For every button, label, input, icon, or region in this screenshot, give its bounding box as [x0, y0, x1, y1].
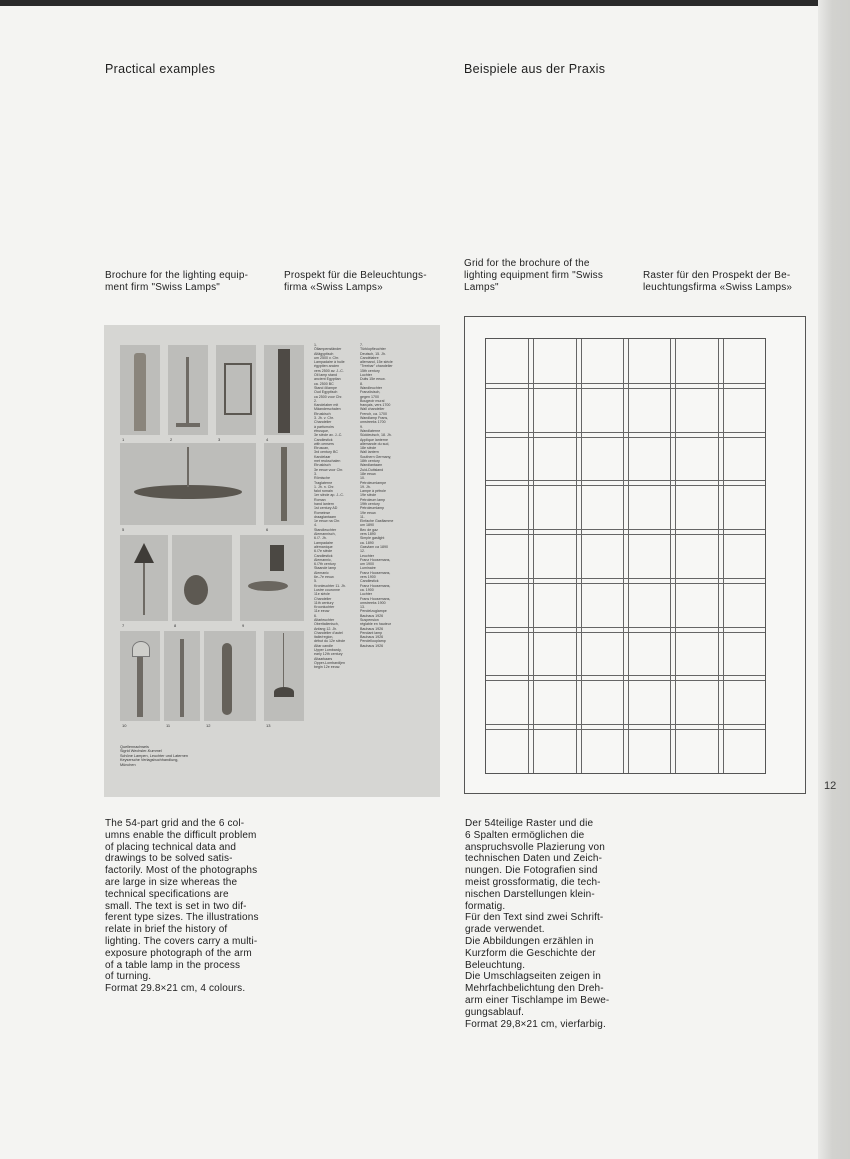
grid-column-line: [533, 339, 534, 773]
page-gutter-shadow: [818, 0, 850, 1159]
grid-row-line: [486, 729, 765, 730]
page-number: 12: [824, 780, 837, 792]
heading-german: Beispiele aus der Praxis: [464, 62, 606, 76]
brochure-spec-column-2: 7. Türklopfleuchter Deutsch, 15. Jh. Candélabre allemand, 15e siècle "Treebar" chandelier 15th century Luchter Duits 15e eeuw. 8. Wandleuchter Französisch, gegen 1700 Bougeoir mural français, vers 1700 Wall chandelier French, ca. 1700 Wandlamp Frans, omstreeks 1700 9. Wandlaterne Süddeutsch, 18. Jh. Applique lanterne allemande du sud, 18e siècle Wall lantern Southern Germany, 18th century Wandlantaarn Zuid-Duitsland 18e eeuw. 10. Petroleumlampe 19. Jh. Lampe à pétrole 19e siècle Petroleum lamp 19th century Petroleumlamp 19e eeuw. 11. Einfache Gasflamme um 1890 Bec de gaz vers 1890 Simple gaslight ca. 1890 Gasvlam ca 1890 12. Leuchter Franz Hoosemans, um 1900 Luminaire Franz Hoosemans, vers 1900 Candlestick Franz Hoosemans, ca. 1900 Luchter Frans Hoosemans, omstreeks 1900 13. Pendelzuglampe Bauhaus 1926 Suspension réglable en hauteur Bauhaus 1926 Pendant lamp Bauhaus 1926 Pendellooplamp Bauhaus 1926: [360, 343, 394, 648]
grid-row-line: [486, 388, 765, 389]
petroleum-lamp-photo-10: [120, 631, 160, 721]
photo-number: 3: [218, 437, 221, 442]
wall-lantern-photo-9: [240, 535, 304, 621]
grid-row-line: [486, 675, 765, 676]
photo-number: 9: [242, 623, 245, 628]
top-edge-band: [0, 0, 850, 6]
wall-chandelier-photo-8: [172, 535, 232, 621]
grid-row-line: [486, 437, 765, 438]
grid-row-line: [486, 583, 765, 584]
grid-column-line: [576, 339, 577, 773]
grid-row-line: [486, 432, 765, 433]
altar-candle-photo-6: [264, 443, 304, 525]
grid-column-line: [718, 339, 719, 773]
photo-number: 5: [122, 527, 125, 532]
grid-row-line: [486, 632, 765, 633]
lamp-photo-1: [120, 345, 160, 435]
brochure-spec-column-1: 1. Öllampenständer Altägyptisch um 2500 v. Chr. Lampadaire à huile égyptien ancien vers 2500 av. J.-C. Oil lamp stand ancient Egyptian ca. 2500 BC Stand öllampe Oud Egyptisch ca 2500 voor Chr. 2. Kandelaber mit Mäanderschalen Etruskisch 3. Jh. v. Chr. Chandelier à parfumoirs étrusque, 3e siècle av. J.-C. Candlestick with censers Etruscan, 3rd century BC Kandelaar met reukschalen Etruskisch 3e eeuw voor Chr. 3. Römische Traglaterne 1. Jh. n. Chr. falot romain 1er siècle ap. J.-C. Roman hand lantern 1st century AD Romeinse draaglantaarn 1e eeuw na Chr. 4. Standleuchter Alemannisch, 6./7. Jh. Lampadaire alémanique 6./7e siècle Candlestick Alemannic, 6./7th century Staande lamp Alemanic 6e–7e eeuw. 5. Kronleuchter 11. Jh. Lustre couronne 11e siècle Chandelier 11th century Kroonluchter 11e eeuw 6. Altarleuchter Oberitalienisch, Anfang 12. Jh. Chandelier d'autel italie/region, début du 12e siècle Altar candle Upper Lombardy, early 12th century Altaarkaars Opper-Lombardijen begin 12e eeuw.: [314, 343, 346, 670]
body-text-english: The 54-part grid and the 6 col- umns enable the difficult problem of placing technical data and drawings to be solved satis- factorily. Most of the photographs are large in size whereas the technical specifications are small. The text is set in two dif- ferent type sizes. The illustrations relate in brief the history of lighting. The covers carry a multi- exposure photograph of the arm of a table lamp in the process of turning. Format 29.8×21 cm, 4 colours.: [105, 818, 259, 995]
photo-number: 8: [174, 623, 177, 628]
grid-column-line: [675, 339, 676, 773]
photo-number: 1: [122, 437, 125, 442]
grid-row-line: [486, 480, 765, 481]
photo-number: 12: [206, 723, 211, 728]
grid-column-line: [581, 339, 582, 773]
grid-column-line: [623, 339, 624, 773]
photo-number: 4: [266, 437, 269, 442]
lamp-photo-4: [264, 345, 304, 435]
grid-column-line: [723, 339, 724, 773]
grid-row-line: [486, 578, 765, 579]
grid-row-line: [486, 485, 765, 486]
caption-grid-english: Grid for the brochure of the lighting equipment firm "Swiss Lamps": [464, 258, 604, 293]
chandelier-photo-5: [120, 443, 256, 525]
grid-row-line: [486, 383, 765, 384]
grid-diagram: [464, 316, 806, 794]
photo-number: 2: [170, 437, 173, 442]
lamp-photo-7: [120, 535, 168, 621]
grid-type-area: [485, 338, 766, 774]
caption-grid-german: Raster für den Prospekt der Be- leuchtungsfirma «Swiss Lamps»: [643, 270, 793, 293]
grid-row-line: [486, 534, 765, 535]
grid-row-line: [486, 529, 765, 530]
body-text-german: Der 54teilige Raster und die 6 Spalten ermöglichen die anspruchsvolle Plazierung von technischen Daten und Zeich- nungen. Die Fotografien sind meist grossformatig, die tech- nischen Darstellungen klein- formatig. Für den Text sind zwei Schrift- grade verwendet. Die Abbildungen erzählen in Kurzform die Geschichte der Beleuchtung. Die Umschlagseiten zeigen in Mehrfachbelichtung den Dreh- arm einer Tischlampe im Bewe- gungsablauf. Format 29,8×21 cm, vierfarbig.: [465, 818, 610, 1030]
pendant-lamp-photo-13: [264, 631, 304, 721]
lamp-photo-3: [216, 345, 256, 435]
photo-number: 10: [122, 723, 127, 728]
brochure-page-image: [104, 325, 440, 797]
candlestick-photo-12: [204, 631, 256, 721]
grid-row-line: [486, 680, 765, 681]
heading-english: Practical examples: [105, 62, 216, 76]
caption-brochure-english: Brochure for the lighting equip- ment firm "Swiss Lamps": [105, 270, 249, 293]
photo-number: 6: [266, 527, 269, 532]
grid-row-line: [486, 724, 765, 725]
gaslight-photo-11: [164, 631, 200, 721]
caption-brochure-german: Prospekt für die Beleuchtungs- firma «Swiss Lamps»: [284, 270, 427, 293]
grid-column-line: [628, 339, 629, 773]
grid-row-line: [486, 627, 765, 628]
brochure-source-credit: Quellennachweis Sigrid Wechsler-Kummel Schöne Lampen, Leuchter und Laternen Keysersche Verlagsbuchhandlung, München: [120, 745, 188, 767]
photo-number: 13: [266, 723, 271, 728]
grid-column-line: [670, 339, 671, 773]
photo-number: 11: [166, 723, 171, 728]
grid-column-line: [528, 339, 529, 773]
lamp-photo-2: [168, 345, 208, 435]
photo-number: 7: [122, 623, 125, 628]
